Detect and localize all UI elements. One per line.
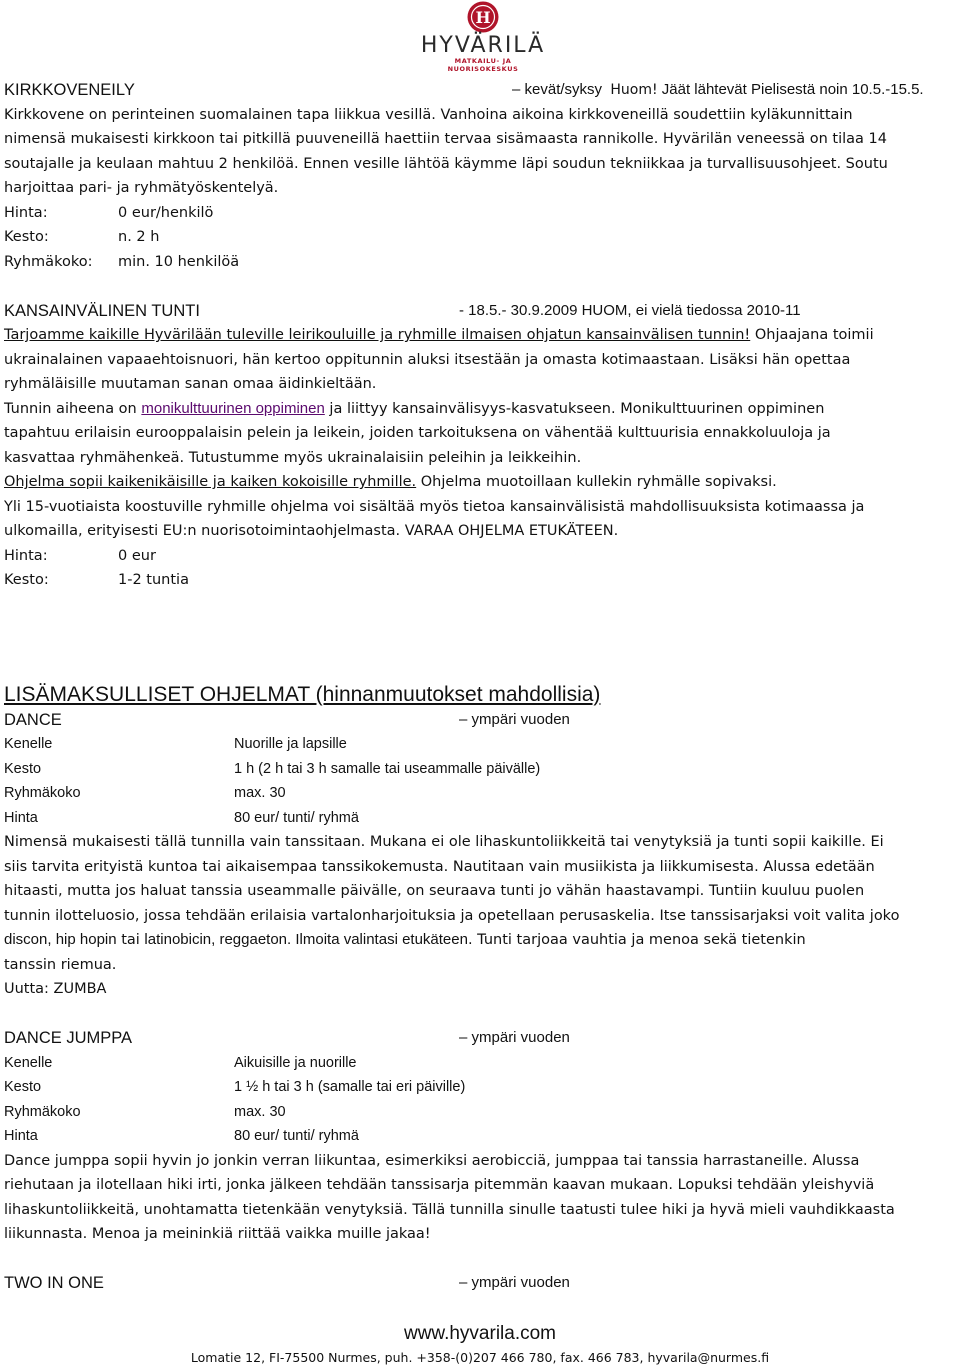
paragraph-line: siis tarvita erityistä kuntoa tai aikaisempaa tanssikokemusta. Nautitaan vain musiikista ja liikkumisesta. Alussa edetään [4, 858, 875, 875]
suitable-note: Ohjelma sopii kaikenikäisille ja kaiken kokoisille ryhmille. [4, 474, 417, 490]
paragraph-line: tapahtuu erilaisin eurooppalaisin pelein ja leikein, joiden tarkoituksena on vähentää kulttuurisia ennakkoluuloja ja [4, 425, 831, 441]
info-row: Kesto 1 h (2 h tai 3 h samalle tai useammalle päivälle) [4, 760, 541, 777]
info-row: Kesto 1 ½ h tai 3 h (samalle tai eri päiville) [4, 1079, 466, 1095]
paragraph-line: soutajalle ja keulaan mahtuu 2 henkilöä. Ennen vesille lähtöä käymme läpi soudun tekniikkaa ja turvallisuusohjeet. Soutu [4, 155, 888, 172]
info-row: Hinta 80 eur/ tunti/ ryhmä [4, 809, 359, 826]
info-row [4, 201, 956, 226]
info-row: Ryhmäkoko max. 30 [4, 785, 286, 801]
paragraph-line: Tunnin aiheena on monikulttuurinen oppiminen ja liittyy kansainvälisyys-kasvatukseen. Monikulttuurinen oppiminen [4, 399, 825, 417]
dance-heading [4, 708, 956, 733]
paragraph-line: Dance jumppa sopii hyvin jo jonkin verran liikuntaa, esimerkiksi aerobicciä, jumppaa tai tanssia harrastaneille. Alussa [4, 1152, 860, 1169]
kirkkovene-title: KIRKKOVENEILY [4, 81, 135, 99]
dance-style-1: discon, hip hopin [4, 931, 117, 948]
paragraph-line: harjoittaa pari- ja ryhmätyöskentelyä. [4, 180, 279, 196]
paragraph-line: Yli 15-vuotiaista koostuville ryhmille ohjelma voi sisältää myös tietoa kansainvälisistä mahdollisuuksista kotimaassa ja [4, 498, 865, 515]
logo-brand: HYVÄRILÄ [420, 33, 546, 58]
info-row [4, 225, 956, 250]
info-label: Kesto: [4, 229, 49, 245]
hyvarila-monogram-icon [466, 0, 500, 34]
paragraph-line: tanssin riemua. [4, 956, 117, 973]
lisamaksulliset-heading: LISÄMAKSULLISET OHJELMAT (hinnanmuutokset mahdollisia) [4, 682, 601, 706]
info-label: Ryhmäkoko: [4, 253, 93, 270]
dance-style-2: latinobicin, reggaeton. Ilmoita valintasi etukäteen [144, 931, 468, 948]
paragraph-line: discon, hip hopin tai latinobicin, reggaeton. Ilmoita valintasi etukäteen. Tunti tarjoaa vauhtia ja menoa sekä tietenkin [4, 931, 806, 948]
dance-jumppa-season: – ympäri vuoden [459, 1029, 570, 1046]
paragraph-line: tunnin ilotteluosio, jossa tehdään erilaisia vartalonharjoituksia ja opetellaan perusaskelia. Itse tanssisarjaksi voit valita joko [4, 907, 900, 924]
paragraph-line: Tarjoamme kaikille Hyvärilään tuleville leirikouluille ja ryhmille ilmaisen ohjatun kansainvälisen tunnin! Ohjaajana toimii [4, 327, 874, 343]
footer-address: Lomatie 12, FI-75500 Nurmes, puh. +358-(0)207 466 780, fax. 466 783, hyvarila@nurmes.fi [190, 1350, 770, 1365]
monogram-letter: H [475, 8, 491, 27]
topic-highlight: monikulttuurinen oppiminen [141, 399, 325, 417]
paragraph-line: Nimensä mukaisesti tällä tunnilla vain tanssitaan. Mukana ei ole lihaskuntoliikkeitä tai venytyksiä ja tunti sopii kaikille. Ei [4, 834, 884, 850]
paragraph-line: ukrainalainen vapaaehtoisnuori, hän kertoo oppitunnin aluksi itsestään ja omasta kotimaastaan. Lisäksi hän opettaa [4, 351, 851, 368]
info-row: Kenelle Aikuisille ja nuorille [4, 1054, 357, 1071]
info-value: min. 10 henkilöä [118, 253, 240, 270]
paragraph-line: ulkomailla, erityisesti EU:n nuorisotoimintaohjelmasta. VARAA OHJELMA ETUKÄTEEN. [4, 523, 619, 539]
info-value: 1-2 tuntia [118, 572, 189, 588]
info-label: Hinta: [4, 204, 48, 221]
paragraph-line: Kirkkovene on perinteinen suomalainen tapa liikkua vesillä. Vanhoina aikoina kirkkoveneillä soudettiin kyläkunnittain [4, 106, 853, 123]
dance-jumppa-heading [4, 1026, 956, 1051]
kansainvalinen-dates: - 18.5.- 30.9.2009 HUOM, ei vielä tiedossa 2010-11 [459, 301, 801, 319]
paragraph-line: kasvattaa ryhmähenkeä. Tutustumme myös ukrainalaisiin peleihin ja leikkeihin. [4, 449, 582, 466]
footer-url[interactable]: www.hyvarila.com [403, 1323, 557, 1344]
info-label: Hinta: [4, 547, 48, 564]
paragraph-line: Ohjelma sopii kaikenikäisille ja kaiken kokoisille ryhmille. Ohjelma muotoillaan kullekin ryhmälle sopivaksi. [4, 474, 777, 490]
info-row: Ryhmäkoko max. 30 [4, 1103, 286, 1120]
two-in-one-title: TWO IN ONE [4, 1274, 104, 1292]
info-value: 0 eur/henkilö [118, 204, 214, 221]
paragraph-line: ryhmäläisille muutaman sanan omaa äidinkieltään. [4, 376, 377, 392]
info-label: Kesto: [4, 572, 49, 588]
info-row [4, 544, 956, 569]
info-row: Hinta 80 eur/ tunti/ ryhmä [4, 1128, 359, 1144]
paragraph-line: nimensä mukaisesti kirkkoon tai pitkillä puuveneillä haettiin tervaa sisämaasta rannikolle. Hyvärilän veneessä on tilaa 14 [4, 131, 887, 147]
dance-season: – ympäri vuoden [459, 710, 570, 728]
kansainvalinen-offer: Tarjoamme kaikille Hyvärilään tuleville leirikouluille ja ryhmille ilmaisen ohjatun kansainvälisen tunnin! [4, 327, 751, 343]
dance-jumppa-title: DANCE JUMPPA [4, 1029, 133, 1047]
kirkkovene-note-bold: Huom! [610, 82, 658, 98]
hyvarila-logo [418, 0, 548, 76]
info-value: 0 eur [118, 547, 156, 564]
two-in-one-heading [4, 1271, 956, 1296]
kirkkovene-season: – kevät/syksy [512, 81, 603, 98]
dance-new: Uutta: ZUMBA [4, 981, 107, 997]
kansainvalinen-title: KANSAINVÄLINEN TUNTI [4, 301, 200, 320]
logo-tagline: MATKAILU- JA NUORISOKESKUS [447, 57, 519, 73]
paragraph-line: liikunnasta. Menoa ja meininkiä riittää vaikka muille jakaa! [4, 1226, 431, 1242]
kirkkovene-note: Jäät lähtevät Pielisestä noin 10.5.-15.5. [657, 81, 924, 98]
info-row: Kenelle Nuorille ja lapsille [4, 736, 347, 752]
dance-title: DANCE [4, 710, 62, 729]
document-body [4, 78, 956, 1296]
info-value: n. 2 h [118, 229, 160, 245]
paragraph-line: riehutaan ja ilotellaan hiki irti, jonka jälkeen tehdään tanssisarja pitemmän kaavan mukaan. Lopuksi tehdään yleishyviä [4, 1177, 875, 1193]
paragraph-line: lihaskuntoliikkeitä, unohtamatta tietenkään venytyksiä. Tällä tunnilla sinulle taatusti tulee hiki ja hyvä mieli vauhdikkaasta [4, 1201, 895, 1218]
two-in-one-season: – ympäri vuoden [459, 1274, 570, 1291]
kirkkovene-heading [4, 78, 956, 103]
kansainvalinen-heading [4, 299, 956, 324]
info-row [4, 250, 956, 275]
info-row [4, 568, 956, 593]
paragraph-line: hitaasti, mutta jos haluat tanssia useammalle päivälle, on seuraava tunti jo vähän haastavampi. Tuntiin kuuluu puolen [4, 883, 865, 899]
